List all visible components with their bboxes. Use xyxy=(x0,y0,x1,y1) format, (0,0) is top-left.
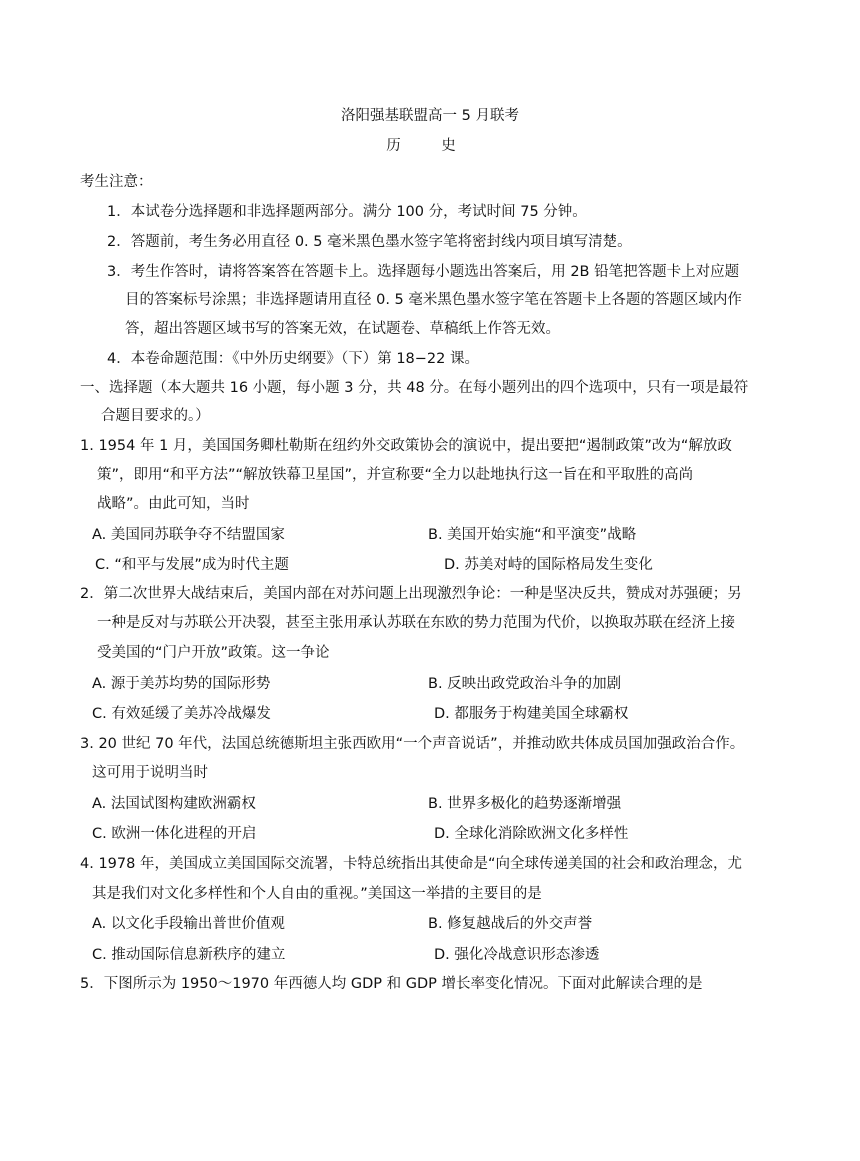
notice-item-3: 3．考生作答时，请将答案答在答题卡上。选择题每小题选出答案后，用 2B 铅笔把答题卡上对应题 xyxy=(107,264,740,280)
question-stem-line: 5．下图所示为 1950～1970 年西德人均 GDP 和 GDP 增长率变化情况。下面对此解读合理的是 xyxy=(80,976,703,992)
option-a: A. 法国试图构建欧洲霸权 xyxy=(92,796,256,812)
section-heading-cont: 合题目要求的。） xyxy=(101,408,210,424)
question-stem-line: 2．第二次世界大战结束后，美国内部在对苏问题上出现激烈争论：一种是坚决反共，赞成对苏强硬；另 xyxy=(80,586,742,602)
notice-item-1: 1．本试卷分选择题和非选择题两部分。满分 100 分，考试时间 75 分钟。 xyxy=(107,204,587,220)
option-c: C. 欧洲一体化进程的开启 xyxy=(92,826,257,842)
option-b: B. 修复越战后的外交声誉 xyxy=(428,916,593,932)
option-c: C. 推动国际信息新秩序的建立 xyxy=(92,947,286,963)
notice-item-3-cont2: 答，超出答题区域书写的答案无效，在试题卷、草稿纸上作答无效。 xyxy=(125,321,560,337)
section-heading: 一、选择题（本大题共 16 小题，每小题 3 分，共 48 分。在每小题列出的四个选项中，只有一项是最符 xyxy=(80,380,749,396)
question-stem-line: 3. 20 世纪 70 年代，法国总统德斯坦主张西欧用“一个声音说话”，并推动欧共体成员国加强政治合作。 xyxy=(80,736,745,752)
option-d: D. 强化冷战意识形态渗透 xyxy=(434,947,600,963)
option-a: A. 以文化手段输出普世价值观 xyxy=(92,916,285,932)
option-b: B. 美国开始实施“和平演变”战略 xyxy=(428,527,637,543)
question-stem-line: 其是我们对文化多样性和个人自由的重视。”美国这一举措的主要目的是 xyxy=(92,886,542,902)
question-stem-line: 一种是反对与苏联公开决裂，甚至主张用承认苏联在东欧的势力范围为代价，以换取苏联在经济上接 xyxy=(97,615,735,631)
option-d: D. 全球化消除欧洲文化多样性 xyxy=(434,826,629,842)
question-stem-line: 策”，即用“和平方法”“解放铁幕卫星国”，并宣称要“全力以赴地执行这一旨在和平取胜的高尚 xyxy=(97,467,694,483)
option-d: D. 苏美对峙的国际格局发生变化 xyxy=(444,557,653,573)
exam-title: 洛阳强基联盟高一 5 月联考 xyxy=(341,108,519,124)
question-stem-line: 1. 1954 年 1 月，美国国务卿杜勒斯在纽约外交政策协会的演说中，提出要把“遏制政策”改为“解放政 xyxy=(80,438,732,454)
option-d: D. 都服务于构建美国全球霸权 xyxy=(434,706,629,722)
option-c: C. 有效延缓了美苏冷战爆发 xyxy=(92,706,271,722)
notice-heading: 考生注意： xyxy=(80,174,153,190)
question-stem-line: 4. 1978 年，美国成立美国国际交流署，卡特总统指出其使命是“向全球传递美国的社会和政治理念，尤 xyxy=(80,856,742,872)
notice-item-2: 2．答题前，考生务必用直径 0. 5 毫米黑色墨水签字笔将密封线内项目填写清楚。 xyxy=(107,234,632,250)
notice-item-3-cont: 目的答案标号涂黑；非选择题请用直径 0. 5 毫米黑色墨水签字笔在答题卡上各题的答题区域内作 xyxy=(125,292,742,308)
option-b: B. 反映出政党政治斗争的加剧 xyxy=(428,676,622,692)
notice-item-4: 4．本卷命题范围：《中外历史纲要》（下）第 18−22 课。 xyxy=(107,351,479,367)
option-a: A. 美国同苏联争夺不结盟国家 xyxy=(92,527,285,543)
subject-title: 历 史 xyxy=(386,138,474,154)
option-a: A. 源于美苏均势的国际形势 xyxy=(92,676,271,692)
question-stem-line: 受美国的“门户开放”政策。这一争论 xyxy=(97,645,330,661)
option-c: C. “和平与发展”成为时代主题 xyxy=(95,557,289,573)
question-stem-line: 这可用于说明当时 xyxy=(92,765,208,781)
question-stem-line: 战略”。由此可知，当时 xyxy=(97,496,250,512)
option-b: B. 世界多极化的趋势逐渐增强 xyxy=(428,796,622,812)
